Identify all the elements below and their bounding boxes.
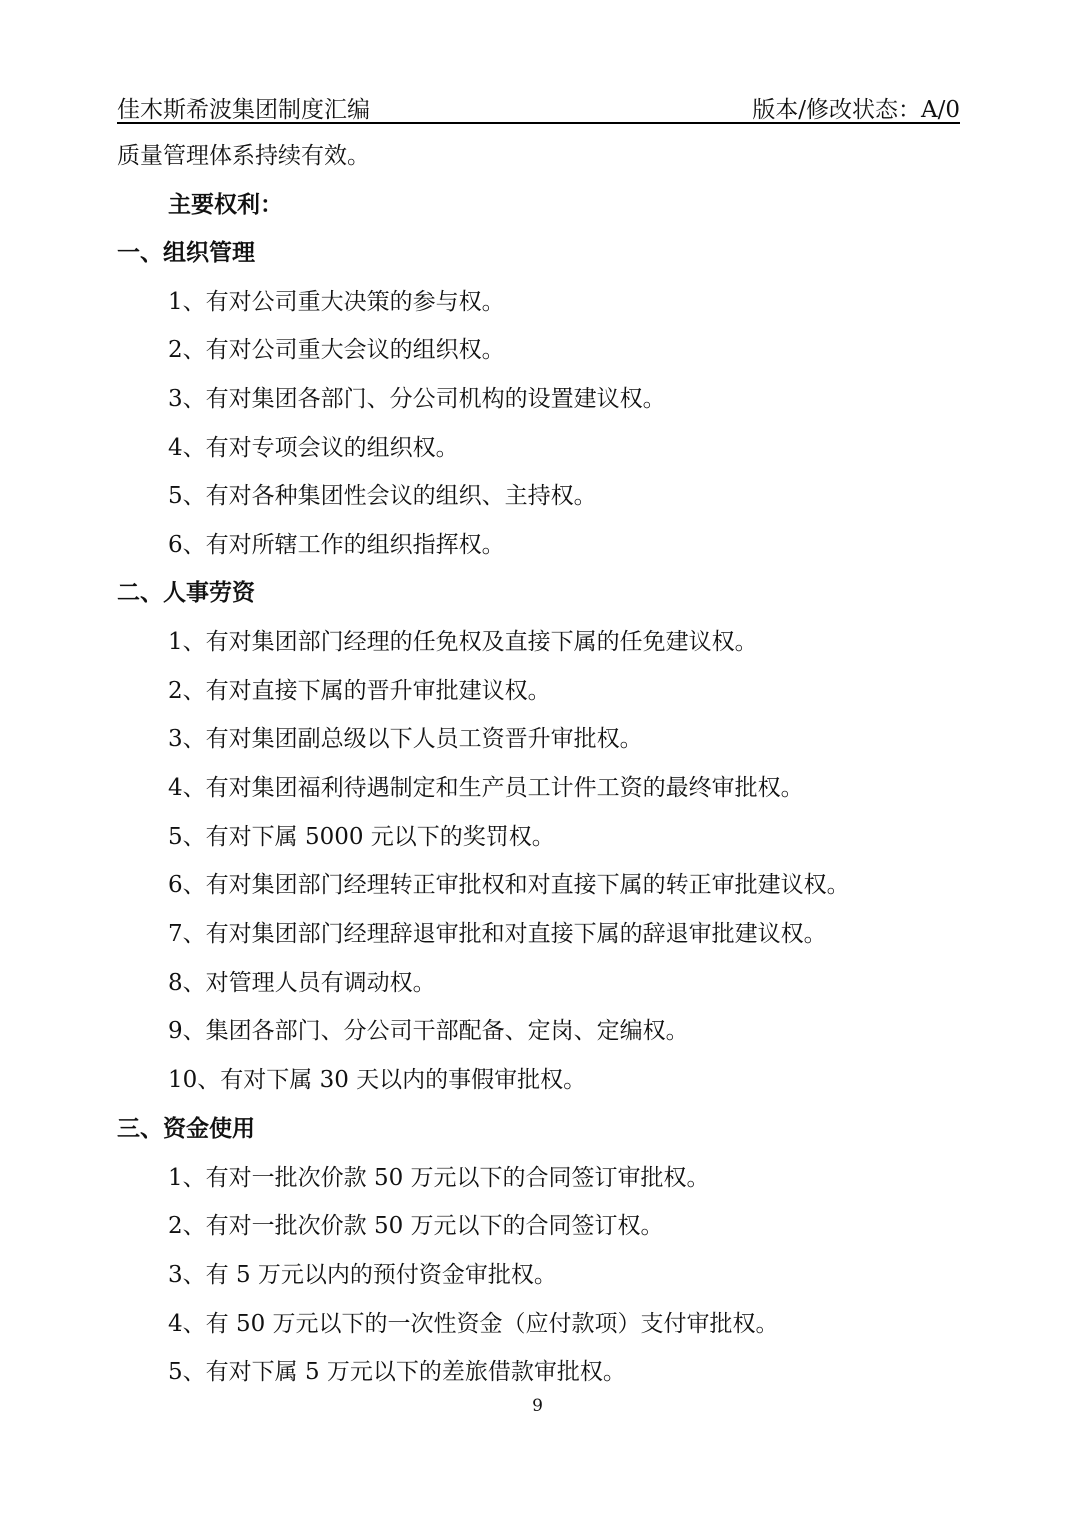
section-heading: 三、资金使用 xyxy=(117,1116,255,1142)
document-title: 佳木斯希波集团制度汇编 xyxy=(117,97,370,123)
list-item: 6、有对集团部门经理转正审批权和对直接下属的转正审批建议权。 xyxy=(168,872,850,898)
list-item: 5、有对下属 5 万元以下的差旅借款审批权。 xyxy=(168,1359,626,1385)
list-item: 9、集团各部门、分公司干部配备、定岗、定编权。 xyxy=(168,1018,689,1044)
list-item: 3、有 5 万元以内的预付资金审批权。 xyxy=(168,1262,557,1288)
section-heading: 一、组织管理 xyxy=(117,240,255,266)
section-heading: 二、人事劳资 xyxy=(117,580,255,606)
list-item: 4、有 50 万元以下的一次性资金（应付款项）支付审批权。 xyxy=(168,1311,779,1337)
list-item: 5、有对下属 5000 元以下的奖罚权。 xyxy=(168,824,555,850)
intro-text: 质量管理体系持续有效。 xyxy=(117,143,370,169)
page-header xyxy=(117,88,960,124)
list-item: 8、对管理人员有调动权。 xyxy=(168,970,436,996)
list-item: 6、有对所辖工作的组织指挥权。 xyxy=(168,532,505,558)
version-status: 版本/修改状态：A/0 xyxy=(752,97,960,123)
list-item: 4、有对集团福利待遇制定和生产员工计件工资的最终审批权。 xyxy=(168,775,804,801)
list-item: 4、有对专项会议的组织权。 xyxy=(168,435,459,461)
list-item: 5、有对各种集团性会议的组织、主持权。 xyxy=(168,483,597,509)
list-item: 7、有对集团部门经理辞退审批和对直接下属的辞退审批建议权。 xyxy=(168,921,827,947)
rights-title: 主要权利： xyxy=(168,192,283,218)
list-item: 3、有对集团副总级以下人员工资晋升审批权。 xyxy=(168,726,643,752)
list-item: 3、有对集团各部门、分公司机构的设置建议权。 xyxy=(168,386,666,412)
list-item: 2、有对公司重大会议的组织权。 xyxy=(168,337,505,363)
list-item: 1、有对一批次价款 50 万元以下的合同签订审批权。 xyxy=(168,1165,710,1191)
page-number: 9 xyxy=(532,1396,543,1416)
list-item: 1、有对公司重大决策的参与权。 xyxy=(168,289,505,315)
list-item: 2、有对一批次价款 50 万元以下的合同签订权。 xyxy=(168,1213,664,1239)
list-item: 10、有对下属 30 天以内的事假审批权。 xyxy=(168,1067,587,1093)
list-item: 2、有对直接下属的晋升审批建议权。 xyxy=(168,678,551,704)
list-item: 1、有对集团部门经理的任免权及直接下属的任免建议权。 xyxy=(168,629,758,655)
